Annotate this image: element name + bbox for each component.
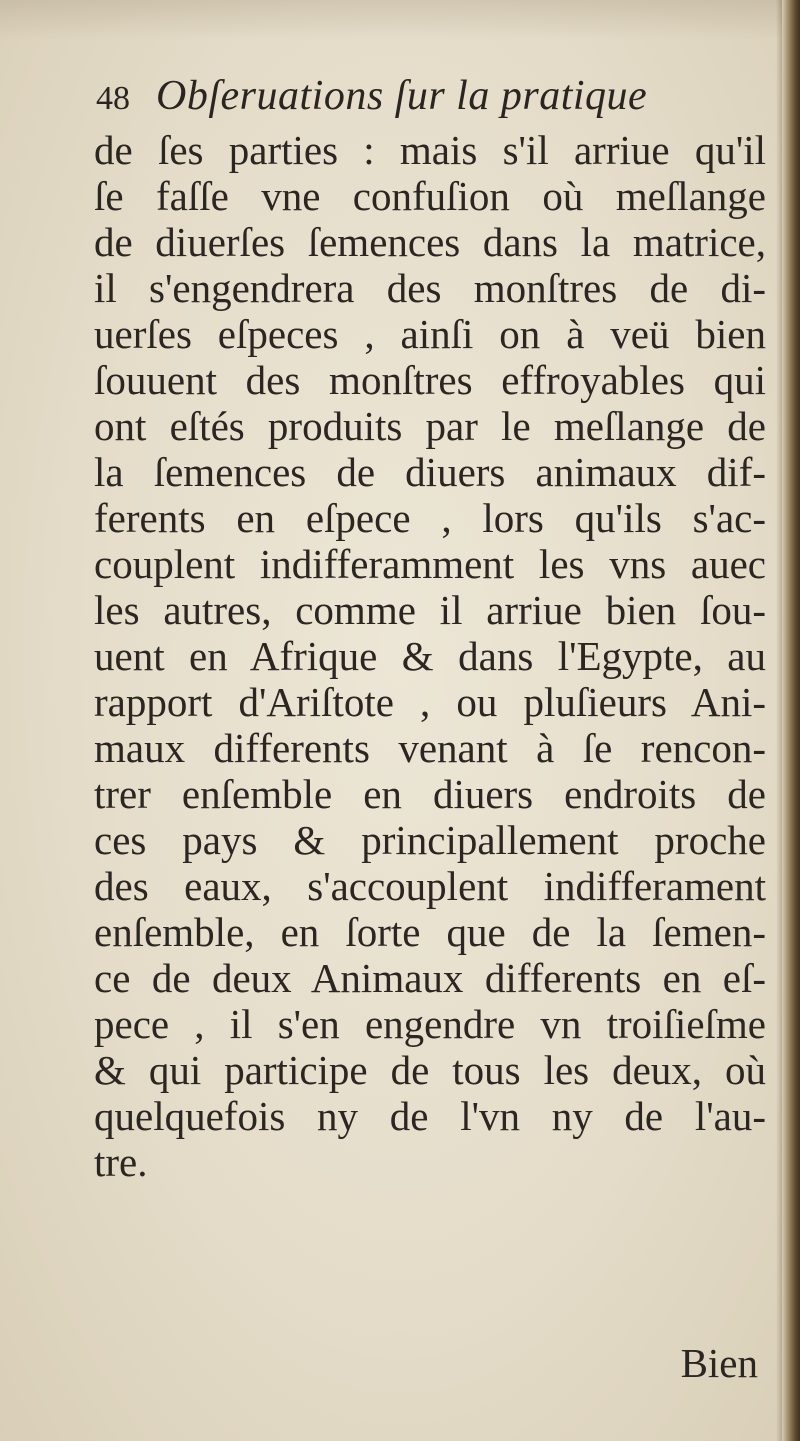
text-line: de diuerſes ſemences dans la matrice,	[94, 219, 766, 265]
page-header	[96, 72, 647, 122]
text-line: quelquefois ny de l'vn ny de l'au-	[94, 1093, 766, 1139]
text-line: les autres, comme il arriue bien ſou-	[94, 587, 766, 633]
running-head: Obſeruations ſur la pratique	[156, 73, 648, 119]
text-line: il s'engendrera des monſtres de di-	[94, 265, 766, 311]
text-line: ce de deux Animaux differents en eſ-	[94, 955, 766, 1001]
text-line: de ſes parties : mais s'il arriue qu'il	[94, 127, 766, 173]
page-number: 48	[96, 80, 130, 117]
catchword: Bien	[680, 1340, 758, 1386]
text-line: pece , il s'en engendre vn troiſieſme	[94, 1001, 766, 1047]
text-line: la ſemences de diuers animaux dif-	[94, 449, 766, 495]
text-line: des eaux, s'accouplent indifferament	[94, 863, 766, 909]
text-line: ces pays & principallement proche	[94, 817, 766, 863]
text-line: & qui participe de tous les deux, où	[94, 1047, 766, 1093]
text-line: uent en Afrique & dans l'Egypte, au	[94, 633, 766, 679]
text-line: maux differents venant à ſe rencon-	[94, 725, 766, 771]
text-line: ſe faſſe vne confuſion où meſlange	[94, 173, 766, 219]
text-line: couplent indifferamment les vns auec	[94, 541, 766, 587]
text-line: rapport d'Ariſtote , ou pluſieurs Ani-	[94, 679, 766, 725]
book-binding-edge	[782, 0, 800, 1441]
text-line: ſouuent des monſtres effroyables qui	[94, 357, 766, 403]
body-text	[94, 127, 766, 1185]
page-top-shadow	[0, 0, 800, 40]
text-line: trer enſemble en diuers endroits de	[94, 771, 766, 817]
text-line: ferents en eſpece , lors qu'ils s'ac-	[94, 495, 766, 541]
text-line-last: tre.	[94, 1139, 148, 1185]
text-line: ont eſtés produits par le meſlange de	[94, 403, 766, 449]
text-line: enſemble, en ſorte que de la ſemen-	[94, 909, 766, 955]
text-line: uerſes eſpeces , ainſi on à veü bien	[94, 311, 766, 357]
